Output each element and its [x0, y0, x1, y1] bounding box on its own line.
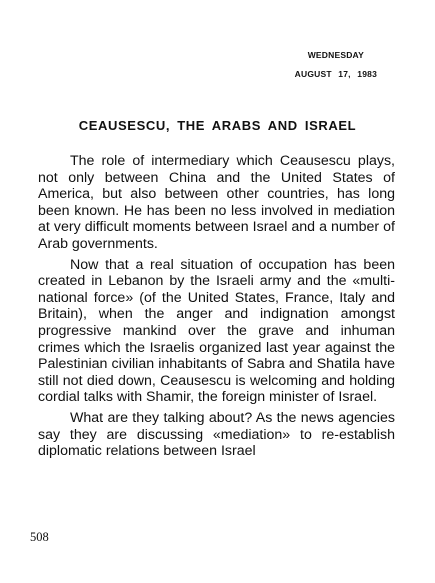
article-body	[38, 153, 395, 464]
dateline	[295, 46, 377, 84]
paragraph-3: What are they talking about? As the news agencies say they are discussing «mediation» to re-establish diplomatic relations between Israel	[38, 409, 395, 460]
page-number: 508	[30, 530, 49, 544]
dateline-date: AUGUST 17, 1983	[294, 69, 377, 79]
dateline-day: WEDNESDAY	[307, 50, 364, 60]
article-title: CEAUSESCU, THE ARABS AND ISRAEL	[78, 118, 357, 133]
paragraph-1: The role of intermediary which Ceausescu plays, not only between China and the United States of America, but also between other countries, has long been known. He has been no less involved in mediation at very difficult moments between Israel and a number of Arab governments.	[38, 153, 395, 252]
paragraph-2: Now that a real situation of occupation has been created in Lebanon by the Israeli army and the «multi-national force» (of the United States, France, Italy and Britain), when the anger and indignation amongst progressive mankind over the grave and inhuman crimes which the Israelis organized last year against the Palestinian civilian inhabitants of Sabra and Shatila have still not died down, Ceausescu is welcoming and holding cordial talks with Shamir, the foreign minister of Israel.	[38, 256, 395, 406]
